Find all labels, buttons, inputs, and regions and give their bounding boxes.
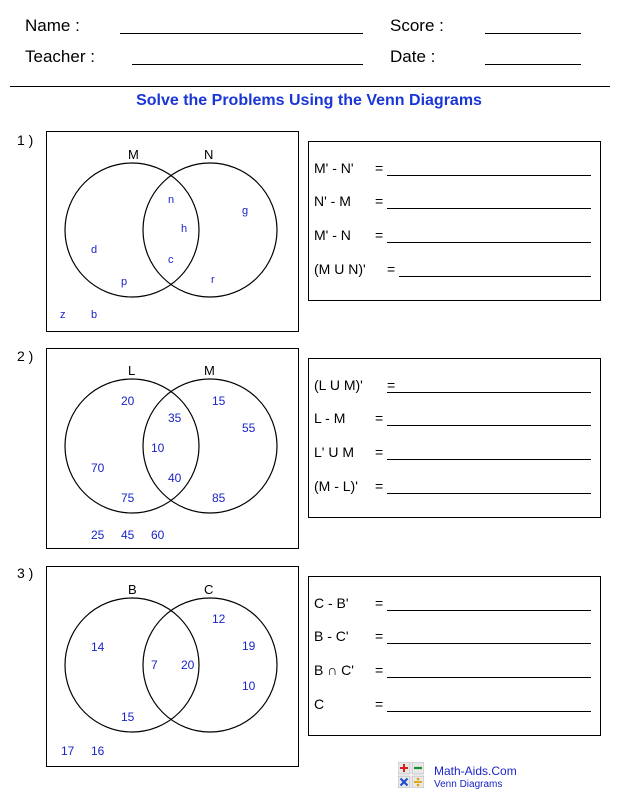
venn-circles [47,132,298,331]
teacher-label: Teacher : [25,47,95,66]
element: 45 [121,528,135,542]
element: 15 [121,710,135,724]
equals-sign: = [375,662,384,678]
element: 75 [121,491,135,505]
answer-line[interactable] [399,276,591,277]
element: 40 [168,471,182,485]
question: B ∩ C' [314,662,354,678]
date-label: Date : [390,47,436,66]
site-name: Math-Aids.Com [434,764,517,778]
answer-line[interactable] [387,208,591,209]
answer-line[interactable] [387,493,591,494]
set-b-label: M [204,363,215,378]
problem-number: 3 ) [17,565,34,581]
element: g [242,205,249,217]
answer-line[interactable] [387,242,591,243]
question: C [314,696,325,712]
venn-circles [47,349,298,548]
equals-sign: = [375,160,384,176]
set-a-label: L [128,363,136,378]
element: 7 [151,658,158,672]
answer-box [308,358,601,518]
element: c [168,254,174,266]
equals-sign: = [375,193,384,209]
answer-line[interactable] [387,175,591,176]
element: 10 [151,441,165,455]
element: h [181,223,188,235]
answer-box [308,576,601,736]
question: (M - L)' [314,478,358,494]
venn-diagram [46,566,299,767]
element: 85 [212,491,226,505]
venn-circles [47,567,298,766]
element: d [91,244,98,256]
circle-a [65,163,199,297]
answer-line[interactable] [387,610,591,611]
question: M' - N' [314,160,354,176]
site-subtitle: Venn Diagrams [434,779,503,790]
name-label: Name : [25,16,80,35]
question: N' - M [314,193,351,209]
answer-line[interactable] [387,392,591,393]
set-a-label: B [128,582,137,597]
answer-line[interactable] [387,425,591,426]
element: z [60,309,66,321]
element: 12 [212,612,226,626]
element: 20 [181,658,195,672]
question: L - M [314,410,346,426]
equals-sign: = [375,696,384,712]
equals-sign: = [375,227,384,243]
element: 16 [91,744,105,758]
element: r [211,274,215,286]
date-line[interactable] [485,64,581,65]
name-line[interactable] [120,33,363,34]
equals-sign: = [375,410,384,426]
math-operations-icon [398,762,424,788]
score-label: Score : [390,16,444,35]
element: 35 [168,411,182,425]
element: 15 [212,394,226,408]
problem-number: 1 ) [17,132,34,148]
equals-sign: = [375,595,384,611]
teacher-line[interactable] [132,64,363,65]
answer-line[interactable] [387,711,591,712]
element: 60 [151,528,165,542]
question: M' - N [314,227,351,243]
worksheet-title: Solve the Problems Using the Venn Diagrams [136,92,482,109]
set-a-label: M [128,147,139,162]
answer-box [308,141,601,301]
element: n [168,194,175,206]
question: L' U M [314,444,355,460]
venn-diagram [46,348,299,549]
equals-sign: = [375,628,384,644]
question: (M U N)' [314,261,366,277]
equals-sign: = [375,478,384,494]
set-b-label: N [204,147,214,162]
element: 17 [61,744,75,758]
equals-sign: = [375,444,384,460]
equals-sign: = [387,377,396,393]
element: 70 [91,461,105,475]
answer-line[interactable] [387,459,591,460]
question: B - C' [314,628,349,644]
answer-line[interactable] [387,643,591,644]
element: 20 [121,394,135,408]
element: 19 [242,639,256,653]
venn-diagram [46,131,299,332]
circle-b [143,163,277,297]
element: 55 [242,421,256,435]
element: 14 [91,640,105,654]
answer-line[interactable] [387,677,591,678]
element: p [121,276,128,288]
header-divider [10,86,610,87]
question: (L U M)' [314,377,363,393]
element: 25 [91,528,105,542]
question: C - B' [314,595,349,611]
score-line[interactable] [485,33,581,34]
set-b-label: C [204,582,214,597]
equals-sign: = [387,261,396,277]
element: 10 [242,679,256,693]
element: b [91,309,98,321]
problem-number: 2 ) [17,348,34,364]
circle-b [143,598,277,732]
